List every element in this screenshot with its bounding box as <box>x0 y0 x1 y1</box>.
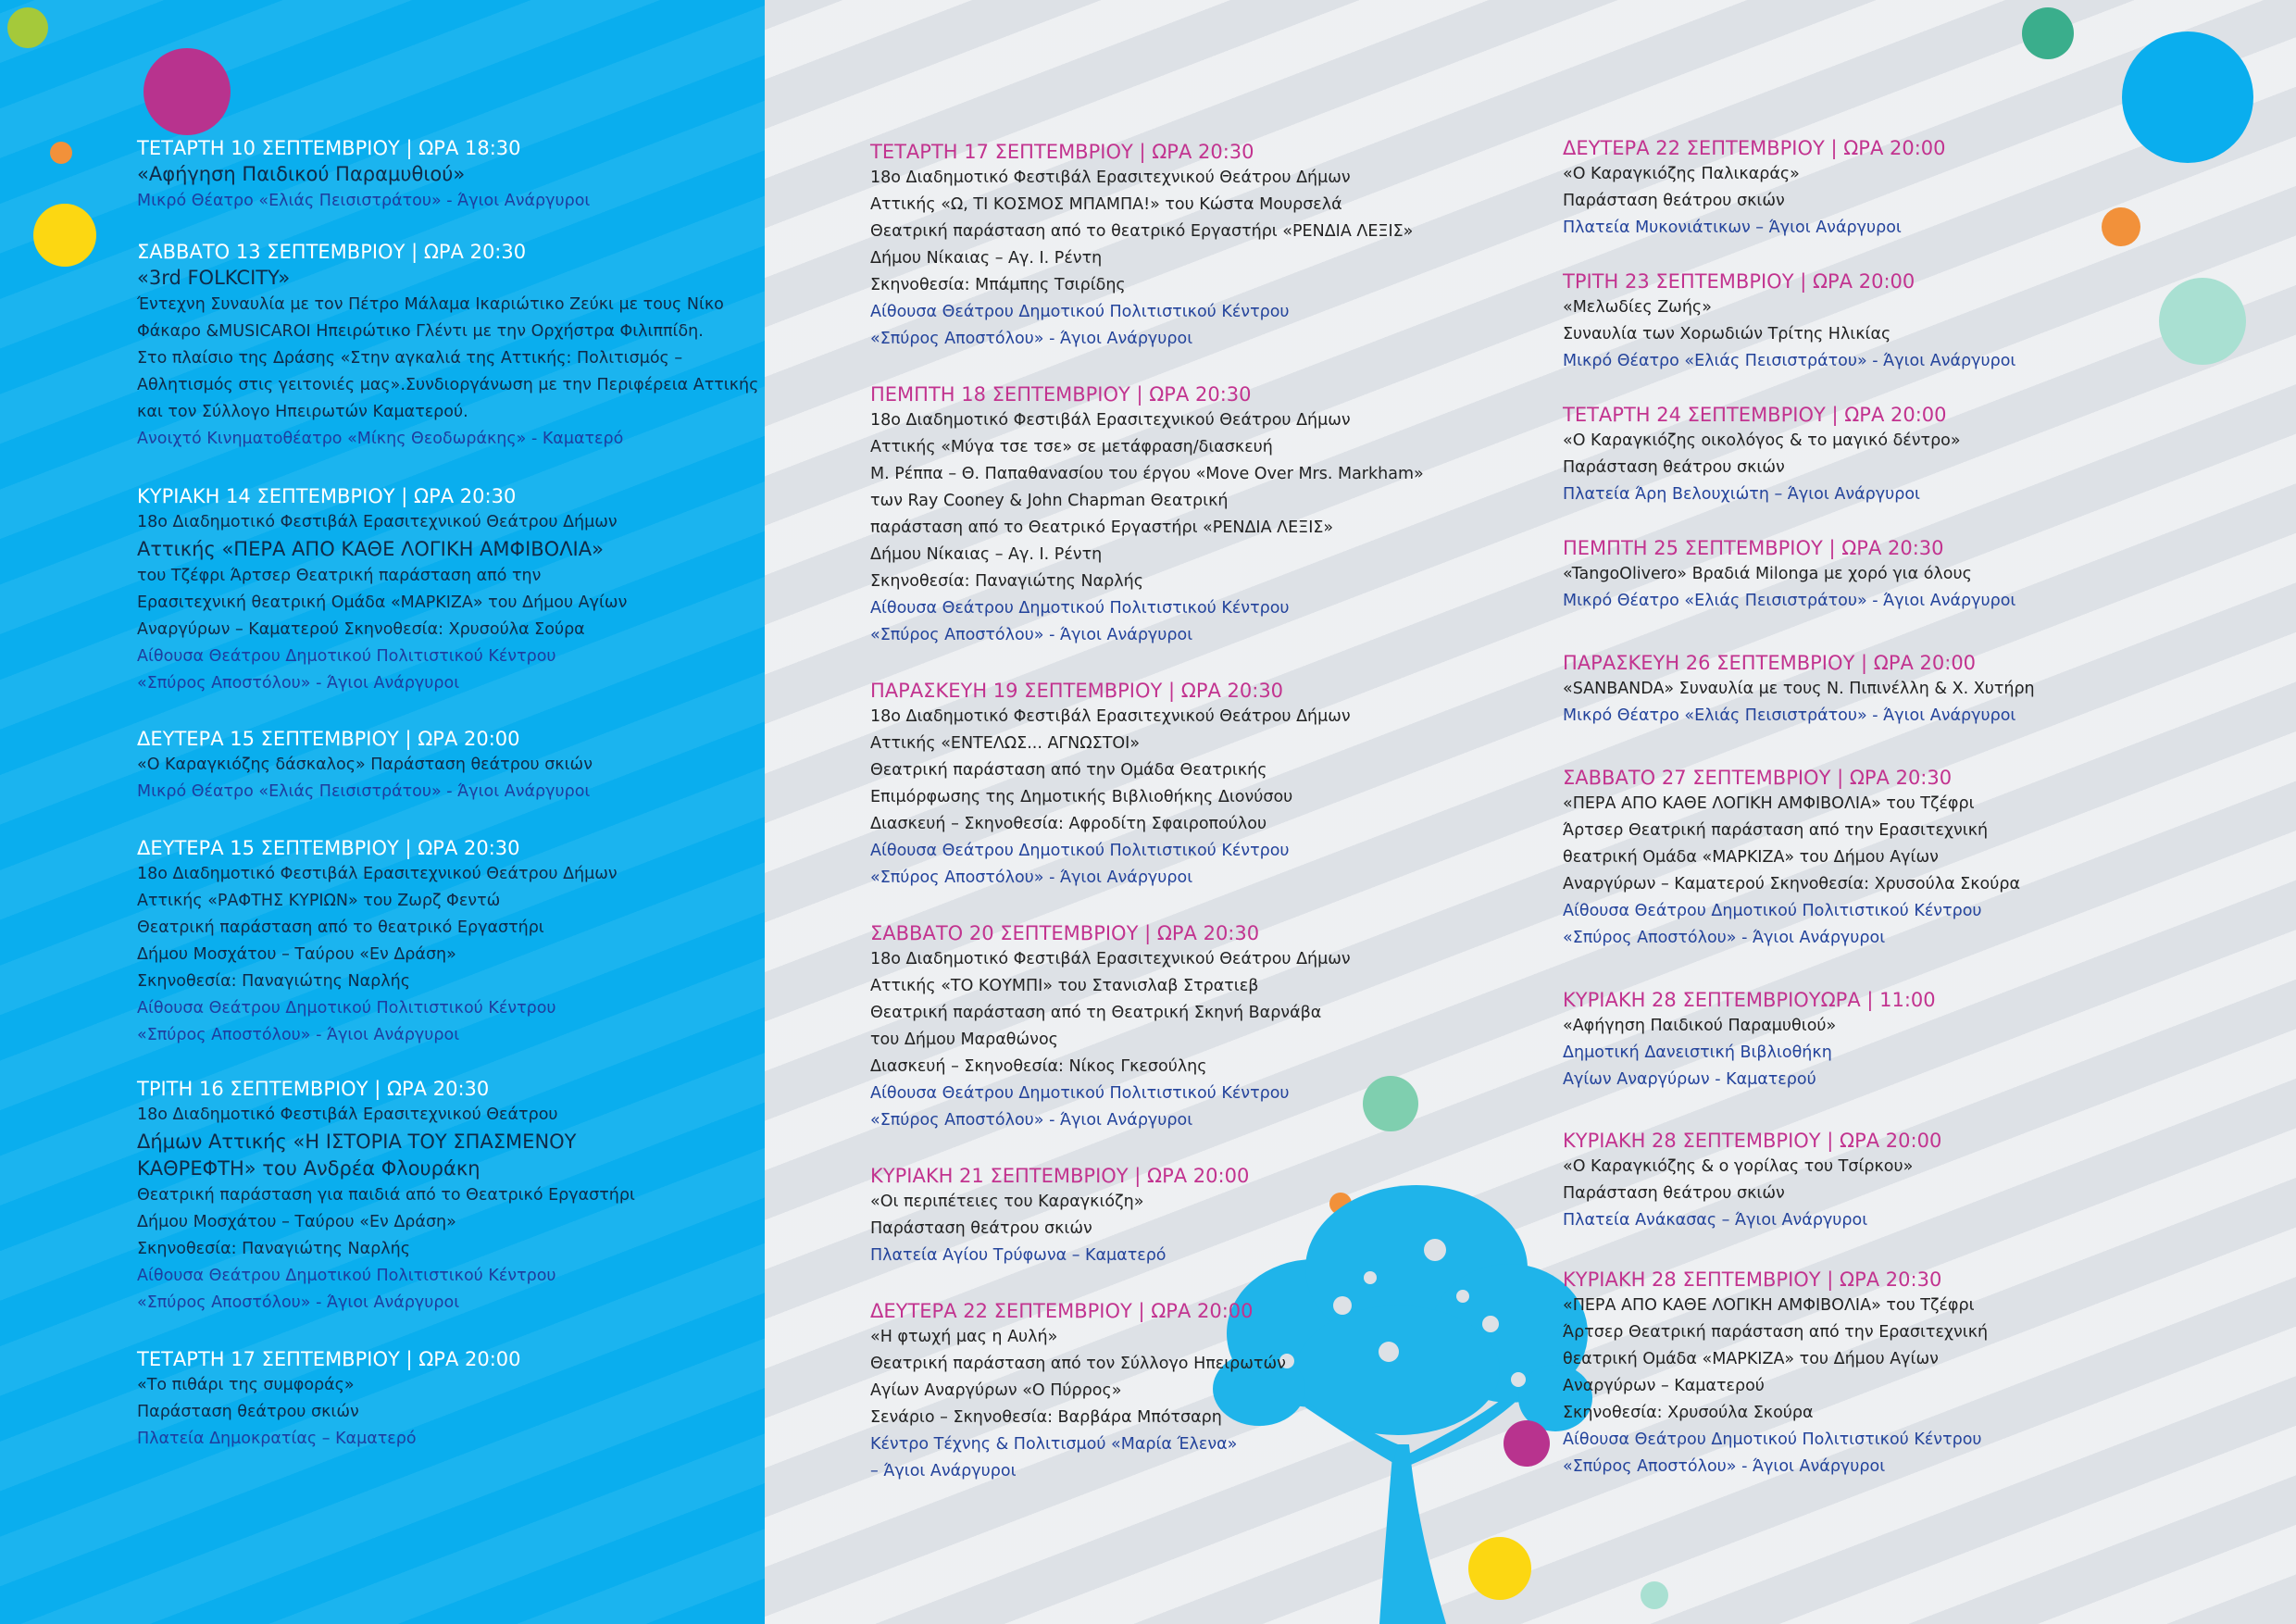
event-venue: Πλατεία Δημοκρατίας – Καματερό <box>137 1430 417 1448</box>
event-venue: Αίθουσα Θεάτρου Δημοτικού Πολιτιστικού Κέντρου <box>870 599 1290 618</box>
event-block <box>137 1346 521 1453</box>
event-description: του Τζέφρι Άρτσερ Θεατρική παράσταση από την <box>137 567 542 585</box>
event-description: του Δήμου Μαραθώνος <box>870 1031 1058 1049</box>
event-date-time: ΔΕΥΤΕΡΑ 22 ΣΕΠΤΕΜΒΡΙΟΥ | ΩΡΑ 20:00 <box>1563 137 1946 159</box>
event-description: «Ο Καραγκιόζης & ο γορίλας του Τσίρκου» <box>1563 1157 1914 1176</box>
event-block <box>137 726 593 806</box>
event-description: Αττικής «ΡΑΦΤΗΣ ΚΥΡΙΩΝ» του Ζωρζ Φεντώ <box>137 892 501 910</box>
event-description: Παράσταση θεάτρου σκιών <box>870 1219 1092 1238</box>
event-description: Σκηνοθεσία: Χρυσούλα Σκούρα <box>1563 1404 1814 1422</box>
event-date-time: ΔΕΥΤΕΡΑ 15 ΣΕΠΤΕΜΒΡΙΟΥ | ΩΡΑ 20:00 <box>137 728 520 750</box>
event-description: Αναργύρων – Καματερού Σκηνοθεσία: Χρυσούλα Σκούρα <box>1563 875 2021 893</box>
event-venue: – Άγιοι Ανάργυροι <box>870 1462 1017 1480</box>
event-description: Σκηνοθεσία: Παναγιώτης Ναρλής <box>870 572 1143 591</box>
event-description: Σενάριο – Σκηνοθεσία: Βαρβάρα Μπότσαρη <box>870 1408 1222 1427</box>
event-venue: Αίθουσα Θεάτρου Δημοτικού Πολιτιστικού Κέντρου <box>870 303 1290 321</box>
event-description: Άρτσερ Θεατρική παράσταση από την Ερασιτεχνική <box>1563 821 1989 840</box>
event-date-time: ΚΥΡΙΑΚΗ 28 ΣΕΠΤΕΜΒΡΙΟΥ | ΩΡΑ 20:30 <box>1563 1268 1942 1291</box>
event-date-time: ΔΕΥΤΕΡΑ 15 ΣΕΠΤΕΜΒΡΙΟΥ | ΩΡΑ 20:30 <box>137 837 520 859</box>
event-description: Διασκευή – Σκηνοθεσία: Αφροδίτη Σφαιροπούλου <box>870 815 1267 833</box>
event-description: Δήμου Νίκαιας – Αγ. Ι. Ρέντη <box>870 249 1103 268</box>
event-venue: Αίθουσα Θεάτρου Δημοτικού Πολιτιστικού Κέντρου <box>137 999 556 1018</box>
event-venue: «Σπύρος Αποστόλου» - Άγιοι Ανάργυροι <box>870 868 1193 887</box>
event-block <box>1563 269 2015 375</box>
event-venue: Πλατεία Άρη Βελουχιώτη – Άγιοι Ανάργυροι <box>1563 485 1920 504</box>
event-description: Αττικής «ΠΕΡΑ ΑΠΟ ΚΑΘΕ ΛΟΓΙΚΗ ΑΜΦΙΒΟΛΙΑ» <box>137 538 604 560</box>
event-venue: «Σπύρος Αποστόλου» - Άγιοι Ανάργυροι <box>870 330 1193 348</box>
event-description: Θεατρική παράσταση από τη Θεατρική Σκηνή Βαρνάβα <box>870 1004 1322 1022</box>
event-description: «Η φτωχή μας η Αυλή» <box>870 1328 1058 1346</box>
event-description: Θεατρική παράσταση για παιδιά από το Θεατρικό Εργαστήρι <box>137 1186 635 1205</box>
event-venue: «Σπύρος Αποστόλου» - Άγιοι Ανάργυροι <box>137 674 460 693</box>
event-description: Παράσταση θεάτρου σκιών <box>1563 458 1785 477</box>
event-block <box>137 483 627 697</box>
event-description: θεατρική Ομάδα «ΜΑΡΚΙΖΑ» του Δήμου Αγίων <box>1563 848 1939 867</box>
event-description: Αναργύρων – Καματερού <box>1563 1377 1765 1395</box>
event-description: Σκηνοθεσία: Μπάμπης Τσιρίδης <box>870 276 1126 294</box>
event-description: Δήμου Μοσχάτου – Ταύρου «Εν Δράση» <box>137 1213 456 1231</box>
event-description: «Οι περιπέτειες του Καραγκιόζη» <box>870 1193 1144 1211</box>
event-date-time: ΤΡΙΤΗ 16 ΣΕΠΤΕΜΒΡΙΟΥ | ΩΡΑ 20:30 <box>137 1078 490 1100</box>
event-block <box>1563 1128 1941 1234</box>
event-description: Μ. Ρέππα – Θ. Παπαθανασίου του έργου «Move Over Mrs. Markham» <box>870 465 1424 483</box>
event-block <box>870 920 1351 1134</box>
event-description: «3rd FOLKCITY» <box>137 267 291 289</box>
event-venue: Αίθουσα Θεάτρου Δημοτικού Πολιτιστικού Κέντρου <box>870 842 1290 860</box>
event-description: Έντεχνη Συναυλία με τον Πέτρο Μάλαμα Ικαριώτικο Ζεύκι με τους Νίκο <box>137 295 724 314</box>
event-venue: «Σπύρος Αποστόλου» - Άγιοι Ανάργυροι <box>1563 929 1886 947</box>
event-date-time: ΤΡΙΤΗ 23 ΣΕΠΤΕΜΒΡΙΟΥ | ΩΡΑ 20:00 <box>1563 270 1915 293</box>
event-date-time: ΠΕΜΠΤΗ 18 ΣΕΠΤΕΜΒΡΙΟΥ | ΩΡΑ 20:30 <box>870 383 1252 406</box>
event-venue: Αίθουσα Θεάτρου Δημοτικού Πολιτιστικού Κέντρου <box>1563 1430 1982 1449</box>
event-venue: «Σπύρος Αποστόλου» - Άγιοι Ανάργυροι <box>137 1026 460 1044</box>
event-block <box>1563 402 1961 508</box>
event-block <box>1563 987 1936 1093</box>
event-block <box>870 381 1424 649</box>
event-description: Αγίων Αναργύρων «Ο Πύρρος» <box>870 1381 1122 1400</box>
event-block <box>870 1163 1249 1269</box>
event-date-time: ΚΥΡΙΑΚΗ 21 ΣΕΠΤΕΜΒΡΙΟΥ | ΩΡΑ 20:00 <box>870 1165 1250 1187</box>
event-description: και τον Σύλλογο Ηπειρωτών Καματερού. <box>137 403 468 421</box>
decor-dot <box>1504 1420 1550 1467</box>
event-description: 18ο Διαδημοτικό Φεστιβάλ Ερασιτεχνικού Θεάτρου Δήμων <box>870 411 1351 430</box>
event-description: «SANBANDA» Συναυλία με τους Ν. Πιπινέλλη & Χ. Χυτήρη <box>1563 680 2035 698</box>
event-date-time: ΤΕΤΑΡΤΗ 10 ΣΕΠΤΕΜΒΡΙΟΥ | ΩΡΑ 18:30 <box>137 137 521 159</box>
event-date-time: ΣΑΒΒΑΤΟ 20 ΣΕΠΤΕΜΒΡΙΟΥ | ΩΡΑ 20:30 <box>870 922 1260 944</box>
event-description: 18ο Διαδημοτικό Φεστιβάλ Ερασιτεχνικού Θεάτρου <box>137 1106 558 1124</box>
event-description: Αττικής «ΤΟ ΚΟΥΜΠΙ» του Στανισλαβ Στρατιεβ <box>870 977 1259 995</box>
event-description: Θεατρική παράσταση από την Ομάδα Θεατρικής <box>870 761 1267 780</box>
event-description: «TangoOlivero» Βραδιά Milonga με χορό για όλους <box>1563 565 1972 583</box>
event-description: «Το πιθάρι της συμφοράς» <box>137 1376 355 1394</box>
event-venue: Ανοιχτό Κινηματοθέατρο «Μίκης Θεοδωράκης» - Καματερό <box>137 430 624 448</box>
event-venue: Αίθουσα Θεάτρου Δημοτικού Πολιτιστικού Κέντρου <box>137 1267 556 1285</box>
event-description: Δήμων Αττικής «Η ΙΣΤΟΡΙΑ ΤΟΥ ΣΠΑΣΜΕΝΟΥ <box>137 1131 577 1153</box>
event-venue: Μικρό Θέατρο «Ελιάς Πεισιστράτου» - Άγιοι Ανάργυροι <box>1563 592 2016 610</box>
event-date-time: ΠΑΡΑΣΚΕΥΗ 26 ΣΕΠΤΕΜΒΡΙΟΥ | ΩΡΑ 20:00 <box>1563 652 1977 674</box>
event-venue: Πλατεία Αγίου Τρύφωνα – Καματερό <box>870 1246 1167 1265</box>
event-date-time: ΚΥΡΙΑΚΗ 28 ΣΕΠΤΕΜΒΡΙΟΥ | ΩΡΑ 20:00 <box>1563 1130 1942 1152</box>
event-date-time: ΣΑΒΒΑΤΟ 13 ΣΕΠΤΕΜΒΡΙΟΥ | ΩΡΑ 20:30 <box>137 241 527 263</box>
event-description: Αναργύρων – Καματερού Σκηνοθεσία: Χρυσούλα Σούρα <box>137 620 585 639</box>
event-venue: Κέντρο Τέχνης & Πολιτισμού «Μαρία Έλενα» <box>870 1435 1238 1454</box>
event-description: Αττικής «Μύγα τσε τσε» σε μετάφραση/διασκευή <box>870 438 1273 456</box>
event-date-time: ΚΥΡΙΑΚΗ 14 ΣΕΠΤΕΜΒΡΙΟΥ | ΩΡΑ 20:30 <box>137 485 517 507</box>
event-description: Παράσταση θεάτρου σκιών <box>137 1403 359 1421</box>
event-description: Φάκαρο &MUSICAROI Ηπειρώτικο Γλέντι με την Ορχήστρα Φιλιππίδη. <box>137 322 704 341</box>
event-description: Άρτσερ Θεατρική παράσταση από την Ερασιτεχνική <box>1563 1323 1989 1342</box>
event-description: Παράσταση θεάτρου σκιών <box>1563 1184 1785 1203</box>
event-description: Θεατρική παράσταση από το θεατρικό Εργαστήρι «ΡΕΝΔΙΑ ΛΕΞΙΣ» <box>870 222 1414 241</box>
event-block <box>137 1076 635 1317</box>
event-date-time: ΤΕΤΑΡΤΗ 17 ΣΕΠΤΕΜΒΡΙΟΥ | ΩΡΑ 20:00 <box>137 1348 521 1370</box>
event-description: Σκηνοθεσία: Παναγιώτης Ναρλής <box>137 1240 410 1258</box>
event-description: «Ο Καραγκιόζης δάσκαλος» Παράσταση θεάτρου σκιών <box>137 756 593 774</box>
event-venue: «Σπύρος Αποστόλου» - Άγιοι Ανάργυροι <box>870 1111 1193 1130</box>
event-description: 18ο Διαδημοτικό Φεστιβάλ Ερασιτεχνικού Θεάτρου Δήμων <box>870 707 1351 726</box>
event-venue: Δημοτική Δανειστική Βιβλιοθήκη <box>1563 1043 1832 1062</box>
event-description: Παράσταση θεάτρου σκιών <box>1563 192 1785 210</box>
event-date-time: ΔΕΥΤΕΡΑ 22 ΣΕΠΤΕΜΒΡΙΟΥ | ΩΡΑ 20:00 <box>870 1300 1254 1322</box>
event-description: 18ο Διαδημοτικό Φεστιβάλ Ερασιτεχνικού Θεάτρου Δήμων <box>137 513 618 531</box>
event-description: Στο πλαίσιο της Δράσης «Στην αγκαλιά της Αττικής: Πολιτισμός – <box>137 349 683 368</box>
event-venue: Μικρό Θέατρο «Ελιάς Πεισιστράτου» - Άγιοι Ανάργυροι <box>137 192 591 210</box>
event-description: 18ο Διαδημοτικό Φεστιβάλ Ερασιτεχνικού Θεάτρου Δήμων <box>137 865 618 883</box>
event-block <box>137 835 618 1049</box>
event-description: «ΠΕΡΑ ΑΠΟ ΚΑΘΕ ΛΟΓΙΚΗ ΑΜΦΙΒΟΛΙΑ» του Τζέφρι <box>1563 794 1975 813</box>
event-venue: Πλατεία Ανάκασας – Άγιοι Ανάργυροι <box>1563 1211 1868 1230</box>
decor-dot <box>2102 207 2140 246</box>
event-date-time: ΤΕΤΑΡΤΗ 24 ΣΕΠΤΕΜΒΡΙΟΥ | ΩΡΑ 20:00 <box>1563 404 1947 426</box>
event-description: Αθλητισμός στις γειτονιές μας».Συνδιοργάνωση με την Περιφέρεια Αττικής <box>137 376 759 394</box>
event-description: Ερασιτεχνική θεατρική Ομάδα «ΜΑΡΚΙΖΑ» του Δήμου Αγίων <box>137 593 628 612</box>
event-date-time: ΠΑΡΑΣΚΕΥΗ 19 ΣΕΠΤΕΜΒΡΙΟΥ | ΩΡΑ 20:30 <box>870 680 1284 702</box>
event-venue: «Σπύρος Αποστόλου» - Άγιοι Ανάργυροι <box>870 626 1193 644</box>
event-description: 18ο Διαδημοτικό Φεστιβάλ Ερασιτεχνικού Θεάτρου Δήμων <box>870 950 1351 968</box>
event-venue: Μικρό Θέατρο «Ελιάς Πεισιστράτου» - Άγιοι Ανάργυροι <box>1563 706 2016 725</box>
event-block <box>1563 135 1946 242</box>
event-block <box>870 139 1413 353</box>
event-description: 18ο Διαδημοτικό Φεστιβάλ Ερασιτεχνικού Θεάτρου Δήμων <box>870 169 1351 187</box>
event-block <box>1563 650 2035 730</box>
decor-dot <box>1641 1581 1668 1609</box>
event-description: Θεατρική παράσταση από το θεατρικό Εργαστήρι <box>137 918 544 937</box>
decor-dot <box>50 142 72 164</box>
event-description: «Αφήγηση Παιδικού Παραμυθιού» <box>1563 1017 1837 1035</box>
event-block <box>137 135 590 215</box>
decor-dot <box>1363 1076 1418 1131</box>
event-description: των Ray Cooney & John Chapman Θεατρική <box>870 492 1229 510</box>
event-description: «Ο Καραγκιόζης οικολόγος & το μαγικό δέντρο» <box>1563 431 1961 450</box>
event-date-time: ΠΕΜΠΤΗ 25 ΣΕΠΤΕΜΒΡΙΟΥ | ΩΡΑ 20:30 <box>1563 537 1944 559</box>
decor-dot <box>7 7 48 48</box>
event-block <box>137 239 758 453</box>
event-block <box>1563 765 2020 952</box>
event-venue: «Σπύρος Αποστόλου» - Άγιοι Ανάργυροι <box>137 1293 460 1312</box>
event-description: Διασκευή – Σκηνοθεσία: Νίκος Γκεσούλης <box>870 1057 1207 1076</box>
decor-dot <box>144 48 231 135</box>
event-venue: Πλατεία Μυκονιάτικων – Άγιοι Ανάργυροι <box>1563 219 1902 237</box>
event-block <box>870 1298 1286 1485</box>
event-description: Συναυλία των Χορωδιών Τρίτης Ηλικίας <box>1563 325 1891 344</box>
event-description: ΚΑΘΡΕΦΤΗ» του Ανδρέα Φλουράκη <box>137 1157 480 1180</box>
event-venue: Μικρό Θέατρο «Ελιάς Πεισιστράτου» - Άγιοι Ανάργυροι <box>1563 352 2016 370</box>
event-venue: Αίθουσα Θεάτρου Δημοτικού Πολιτιστικού Κέντρου <box>870 1084 1290 1103</box>
event-venue: «Σπύρος Αποστόλου» - Άγιοι Ανάργυροι <box>1563 1457 1886 1476</box>
decor-dot <box>2022 7 2074 59</box>
event-description: «Αφήγηση Παιδικού Παραμυθιού» <box>137 163 466 185</box>
event-block <box>1563 535 2015 615</box>
event-description: Αττικής «ΕΝΤΕΛΩΣ... ΑΓΝΩΣΤΟΙ» <box>870 734 1141 753</box>
decor-dot <box>1468 1537 1531 1600</box>
event-block <box>870 678 1351 892</box>
event-description: Επιμόρφωσης της Δημοτικής Βιβλιοθήκης Διονύσου <box>870 788 1293 806</box>
event-description: Δήμου Μοσχάτου – Ταύρου «Εν Δράση» <box>137 945 456 964</box>
decor-dot <box>2159 278 2246 365</box>
event-block <box>1563 1267 1988 1480</box>
event-description: Θεατρική παράσταση από τον Σύλλογο Ηπειρωτών <box>870 1355 1286 1373</box>
decor-dot <box>33 204 96 267</box>
event-venue: Μικρό Θέατρο «Ελιάς Πεισιστράτου» - Άγιοι Ανάργυροι <box>137 782 591 801</box>
event-description: Σκηνοθεσία: Παναγιώτης Ναρλής <box>137 972 410 991</box>
event-description: Δήμου Νίκαιας – Αγ. Ι. Ρέντη <box>870 545 1103 564</box>
event-venue: Αίθουσα Θεάτρου Δημοτικού Πολιτιστικού Κέντρου <box>1563 902 1982 920</box>
decor-dot <box>2122 31 2253 163</box>
event-description: Αττικής «Ω, ΤΙ ΚΟΣΜΟΣ ΜΠΑΜΠΑ!» του Κώστα Μουρσελά <box>870 195 1342 214</box>
event-date-time: ΤΕΤΑΡΤΗ 17 ΣΕΠΤΕΜΒΡΙΟΥ | ΩΡΑ 20:30 <box>870 141 1254 163</box>
event-date-time: ΚΥΡΙΑΚΗ 28 ΣΕΠΤΕΜΒΡΙΟΥΩΡΑ | 11:00 <box>1563 989 1936 1011</box>
event-description: «ΠΕΡΑ ΑΠΟ ΚΑΘΕ ΛΟΓΙΚΗ ΑΜΦΙΒΟΛΙΑ» του Τζέφρι <box>1563 1296 1975 1315</box>
event-date-time: ΣΑΒΒΑΤΟ 27 ΣΕΠΤΕΜΒΡΙΟΥ | ΩΡΑ 20:30 <box>1563 767 1953 789</box>
event-description: «Μελωδίες Ζωής» <box>1563 298 1712 317</box>
event-description: παράσταση από το Θεατρικό Εργαστήρι «ΡΕΝΔΙΑ ΛΕΞΙΣ» <box>870 518 1334 537</box>
event-description: «Ο Καραγκιόζης Παλικαράς» <box>1563 165 1800 183</box>
event-description: θεατρική Ομάδα «ΜΑΡΚΙΖΑ» του Δήμου Αγίων <box>1563 1350 1939 1368</box>
event-venue: Αίθουσα Θεάτρου Δημοτικού Πολιτιστικού Κέντρου <box>137 647 556 666</box>
event-venue: Αγίων Αναργύρων - Καματερού <box>1563 1070 1816 1089</box>
